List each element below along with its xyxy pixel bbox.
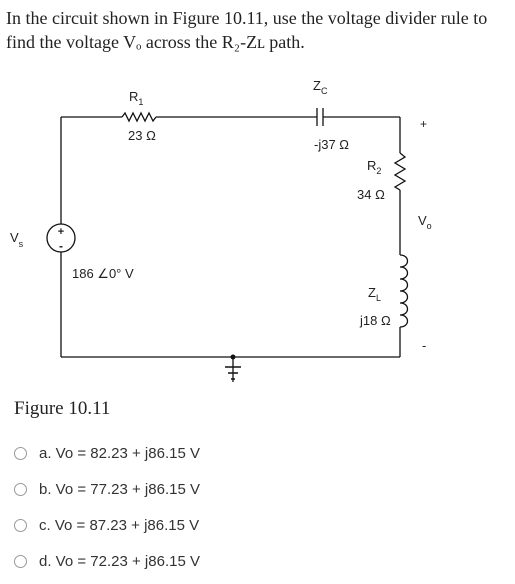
zl-label: $Z_L$ [368,285,381,303]
answer-options [14,440,494,584]
vo-label: $V_o$ [418,213,432,231]
r1-value: 23 Ω [128,128,156,143]
option-d-label: d. Vo = 72.23 + j86.15 V [39,552,200,570]
option-c[interactable] [14,512,494,538]
question-line-1: In the circuit shown in Figure 10.11, use the voltage divider rule to [6,8,488,28]
option-b[interactable] [14,476,494,502]
option-c-label: c. Vo = 87.23 + j86.15 V [39,516,200,534]
r2-resistor [395,153,405,190]
option-b-label: b. Vo = 77.23 + j86.15 V [39,480,200,498]
vo-minus-sign: - [422,338,427,353]
vs-label: $V_s$ [10,230,24,249]
r2-label: $R_2$ [367,158,382,176]
zc-value: -j37 Ω [314,137,350,152]
radio-button-c[interactable] [14,519,27,532]
figure-caption: Figure 10.11 [14,398,111,419]
r2-value: 34 Ω [357,187,385,202]
option-a[interactable] [14,440,494,466]
r1-label: $R_1$ [129,89,144,107]
zl-value: j18 Ω [360,313,391,328]
vo-plus-sign: + [420,117,428,131]
vs-value: 186 ∠0° V [72,266,134,281]
ground-node [231,355,236,360]
r1-resistor [122,113,156,121]
question-line-2: find the voltage Vₒ across the R₂-Zʟ path. [6,32,305,52]
option-a-label: a. Vo = 82.23 + j86.15 V [39,444,200,462]
vs-minus-sign: - [59,239,63,253]
option-d[interactable] [14,548,494,574]
zc-label: $Z_C$ [313,78,328,96]
radio-button-b[interactable] [14,483,27,496]
radio-button-d[interactable] [14,555,27,568]
radio-button-a[interactable] [14,447,27,460]
zl-inductor [400,255,408,327]
vs-plus-sign: + [57,226,65,238]
